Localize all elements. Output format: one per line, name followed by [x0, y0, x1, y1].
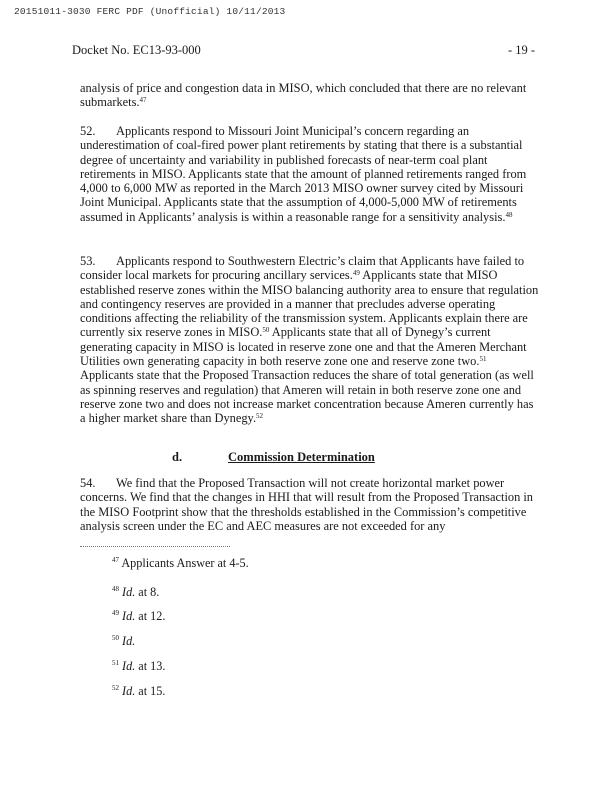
footnote-rest: at 12.: [135, 609, 166, 623]
footnote-number: 50: [112, 634, 119, 642]
footnote-number: 51: [112, 659, 119, 667]
filing-stamp: 20151011-3030 FERC PDF (Unofficial) 10/11/2013: [14, 6, 286, 17]
footnote-rest: at 13.: [135, 659, 166, 673]
footnote-number: 49: [112, 609, 119, 617]
paragraph-text: Applicants state that MISO established reserve zones within the MISO balancing authority area to ensure that regulation and contingency reserves are provided in a manner that precludes adverse operating conditions affecting the reliability of the transmission system. Applicants explain there are currently six reserve zones in MISO.: [80, 268, 539, 340]
paragraph-text: Applicants respond to Southwestern Electric’s claim that Applicants have failed to consider local markets for procuring ancillary services.: [80, 254, 525, 283]
paragraph-number: 54.: [80, 476, 96, 490]
paragraph-text: Applicants state that all of Dynegy’s current generating capacity in MISO is located in reserve zone one and that the Ameren Merchant Utilities own generating capacity in both reserve zone one and reserve zone two.: [80, 325, 527, 369]
footnote-47: [112, 556, 249, 571]
footnote-50: [112, 634, 135, 649]
footnote-ref: 50: [262, 326, 270, 335]
footnote-number: 47: [112, 556, 119, 564]
footnote-ref: 47: [139, 96, 147, 105]
footnote-ref: 51: [479, 355, 487, 364]
footnote-text: Applicants Answer at 4-5.: [121, 556, 249, 570]
footnote-italic: Id.: [122, 609, 136, 623]
footnote-ref: 52: [256, 412, 264, 421]
section-title: Commission Determination: [228, 450, 375, 464]
paragraph-54: [80, 476, 540, 533]
section-heading: [172, 450, 375, 465]
paragraph-text: Applicants respond to Missouri Joint Municipal’s concern regarding an underestimation of coal-fired power plant retirements by stating that there is a substantial degree of uncertainty and variability in published forecasts of near-term coal plant retirements in MISO. Applicants state that the amount of planned retirements ranged from 4,000 to 6,000 MW as reported in the March 2013 MISO owner survey cited by Missouri Joint Municipal. Applicants state that the assumption of 4,000-5,000 MW of retirements assumed in Applicants’ analysis is within a reasonable range for a sensitivity analysis.: [80, 124, 527, 224]
footnote-49: [112, 609, 165, 624]
docket-number: Docket No. EC13-93-000: [72, 43, 201, 57]
paragraph-number: 52.: [80, 124, 96, 138]
paragraph-number: 53.: [80, 254, 96, 268]
footnote-51: [112, 659, 165, 674]
footnote-ref: 48: [505, 210, 513, 219]
footnote-number: 52: [112, 684, 119, 692]
footnote-ref: 49: [352, 269, 360, 278]
footnote-italic: Id.: [122, 585, 136, 599]
paragraph-52: [80, 124, 540, 224]
footnote-52: [112, 684, 165, 699]
footnote-italic: Id.: [122, 684, 136, 698]
paragraph-text: Applicants state that the Proposed Transaction reduces the share of total generation (as well as spinning reserves and regulation) that Ameren will retain in both reserve zone one and reserve zone two and does not increase market concentration because Ameren currently has a higher market share than Dynegy.: [80, 368, 534, 426]
paragraph-text: We find that the Proposed Transaction will not create horizontal market power concerns. We find that the changes in HHI that will result from the Proposed Transaction in the MISO Footprint show that the thresholds established in the Commission’s competitive analysis screen under the EC and AEC measures are not exceeded for any: [80, 476, 534, 533]
footnote-number: 48: [112, 585, 119, 593]
footnote-italic: Id.: [122, 634, 136, 648]
footnote-48: [112, 585, 159, 600]
paragraph-continuation: [80, 81, 540, 110]
footnote-separator: [80, 546, 230, 547]
paragraph-text: analysis of price and congestion data in MISO, which concluded that there are no relevant submarkets.: [80, 81, 527, 110]
footnote-italic: Id.: [122, 659, 136, 673]
footnote-rest: at 15.: [135, 684, 166, 698]
page-number: - 19 -: [508, 43, 536, 57]
footnote-rest: at 8.: [135, 585, 160, 599]
paragraph-53: [80, 254, 540, 426]
section-letter: d.: [172, 450, 183, 464]
